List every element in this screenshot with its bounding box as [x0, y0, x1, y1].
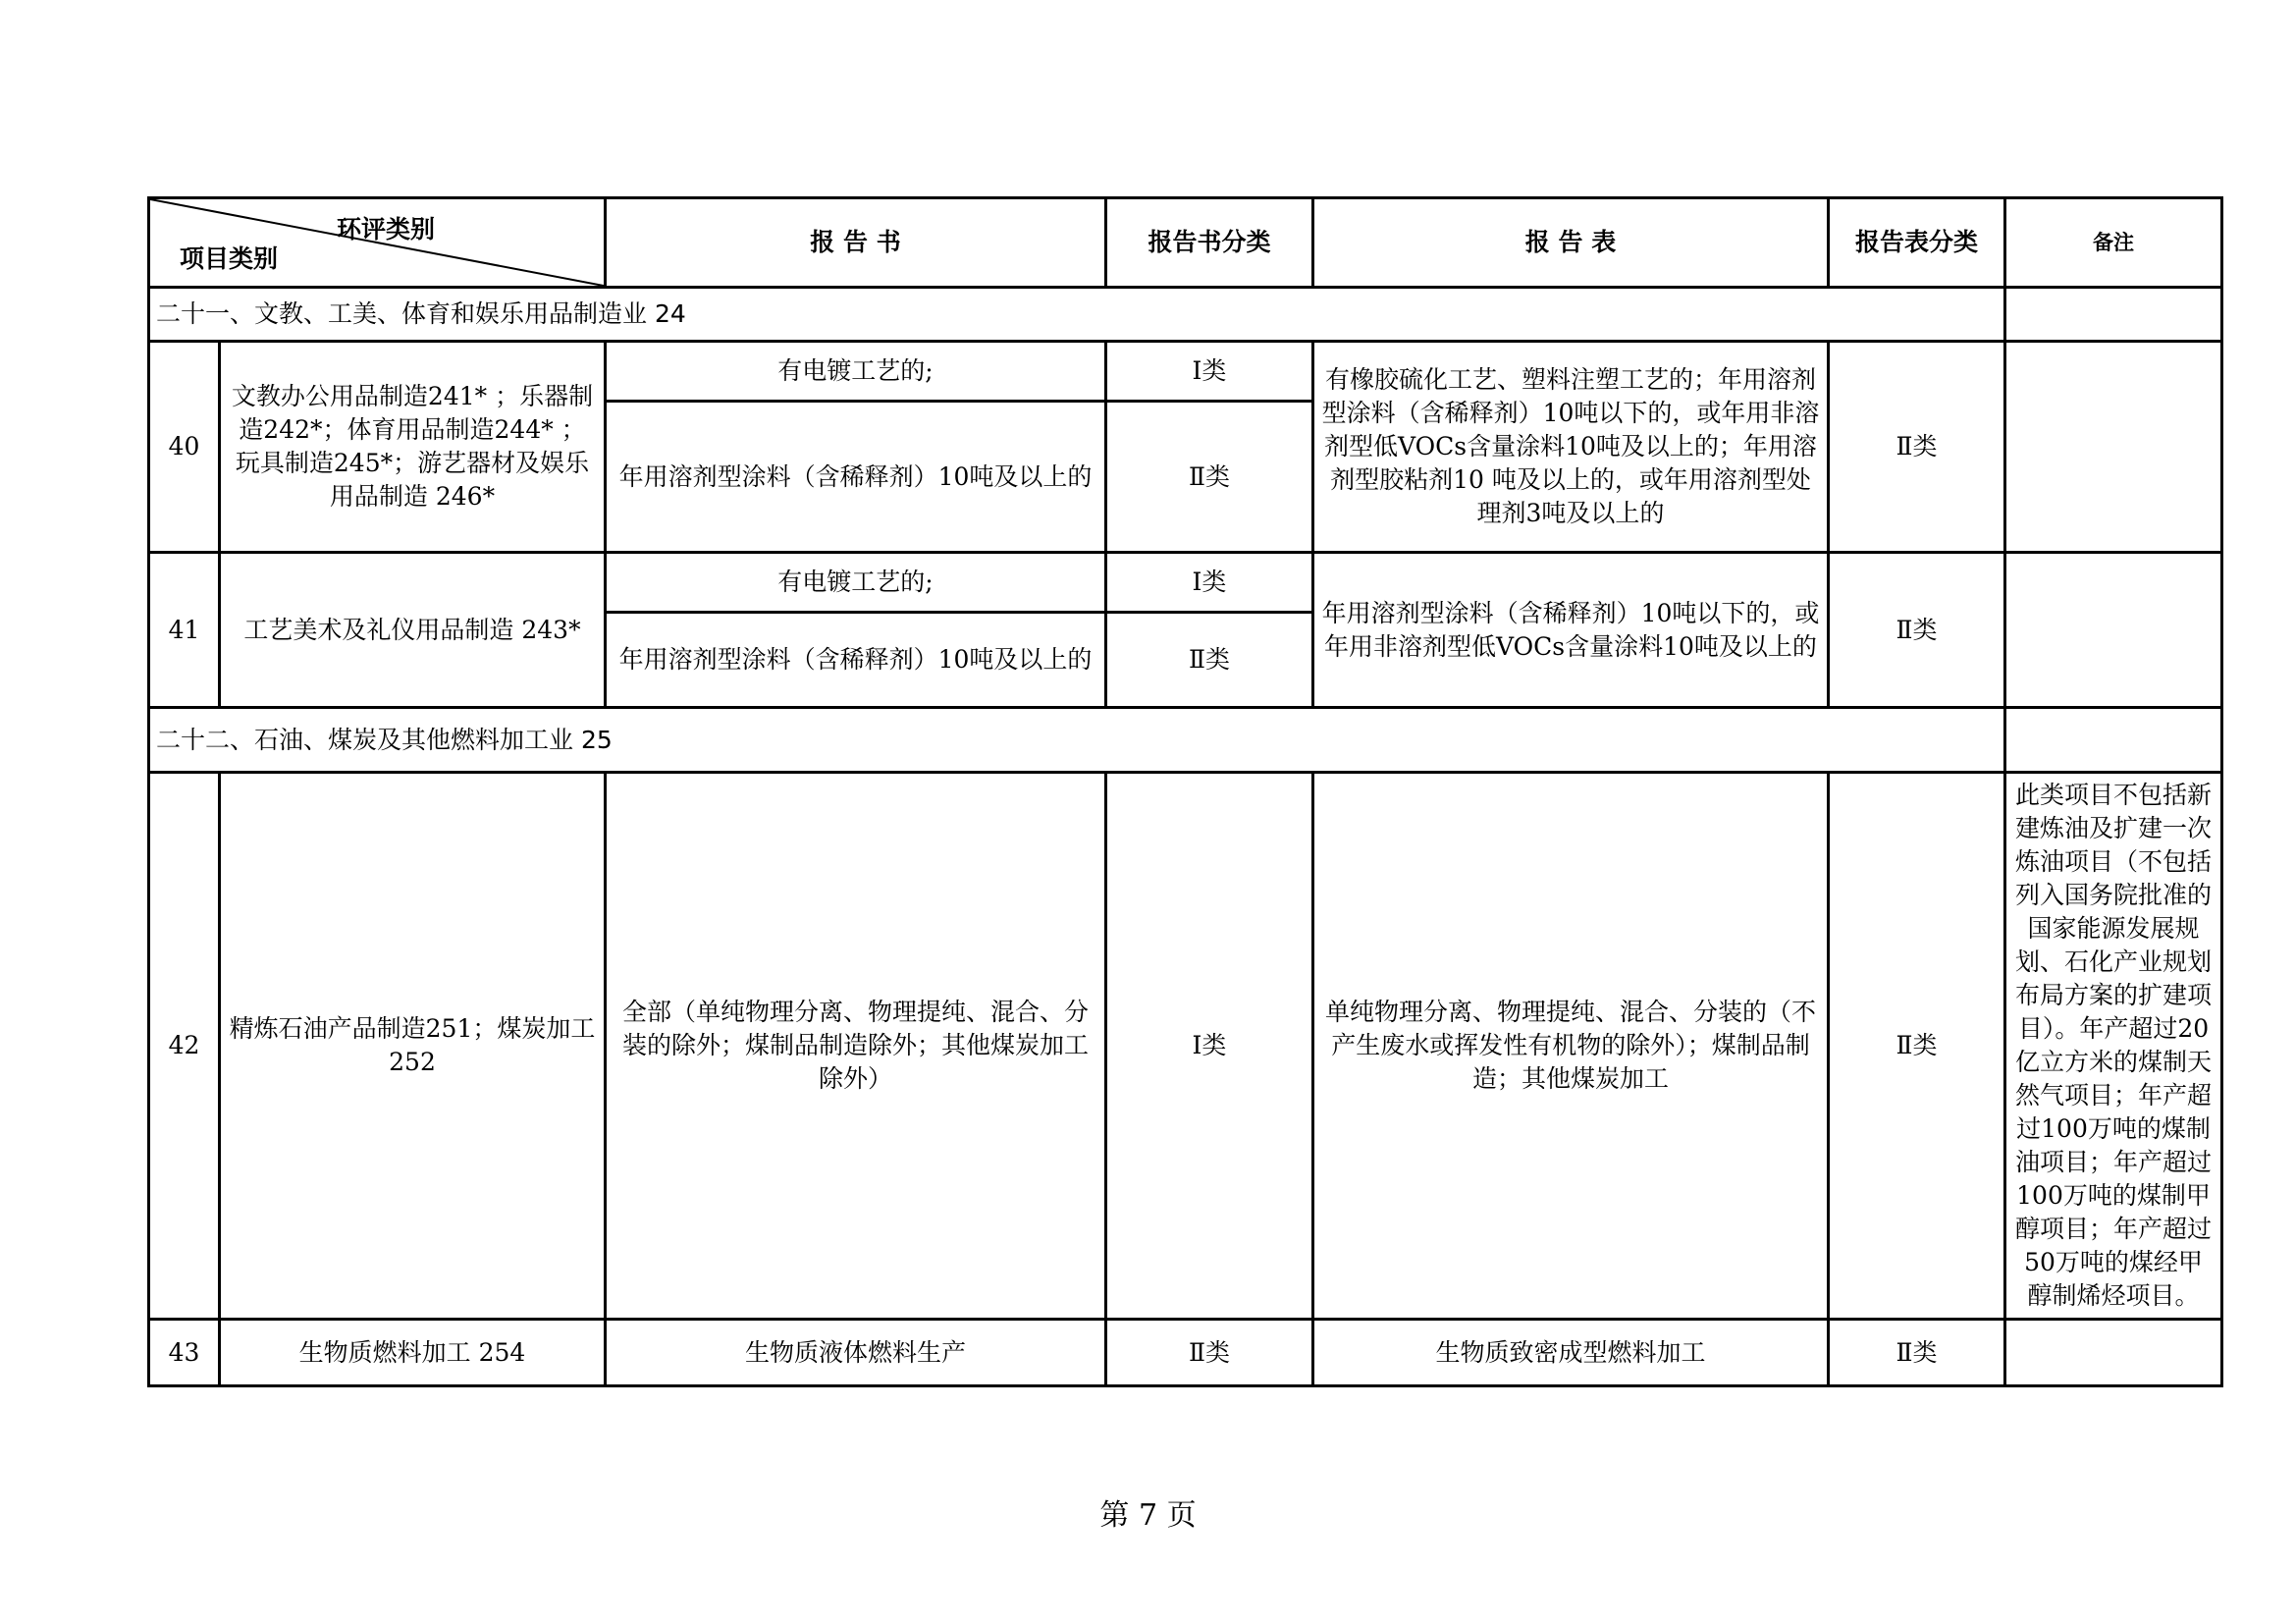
row-number: 41	[149, 553, 220, 708]
diagonal-top-label: 环评类别	[337, 215, 436, 244]
page-number: 第 7 页	[1099, 1498, 1197, 1533]
project-name: 生物质燃料加工 254	[220, 1320, 606, 1386]
diagonal-header-cell	[149, 198, 606, 288]
table-row	[149, 342, 2222, 402]
section-title: 二十二、石油、煤炭及其他燃料加工业 25	[149, 708, 2005, 773]
report-book-condition: 全部（单纯物理分离、物理提纯、混合、分装的除外；煤制品制造除外；其他煤炭加工除外）	[606, 773, 1106, 1320]
remark-cell	[2005, 342, 2222, 553]
report-book-class: Ⅰ类	[1106, 342, 1313, 402]
diagonal-bottom-label: 项目类别	[180, 244, 279, 273]
table-row	[149, 1320, 2222, 1386]
report-book-class: Ⅱ类	[1106, 1320, 1313, 1386]
row-number: 42	[149, 773, 220, 1320]
header-report-book: 报 告 书	[606, 198, 1106, 288]
remark-cell	[2005, 553, 2222, 708]
remark-cell	[2005, 1320, 2222, 1386]
report-form-condition: 生物质致密成型燃料加工	[1313, 1320, 1829, 1386]
section-row	[149, 708, 2222, 773]
table-header-row	[149, 198, 2222, 288]
section-title: 二十一、文教、工美、体育和娱乐用品制造业 24	[149, 288, 2005, 342]
report-form-condition: 有橡胶硫化工艺、塑料注塑工艺的；年用溶剂型涂料（含稀释剂）10吨以下的，或年用非溶剂型低VOCs含量涂料10吨及以上的；年用溶剂型胶粘剂10 吨及以上的，或年用溶剂型处理剂3吨及以上的	[1313, 342, 1829, 553]
report-form-condition: 单纯物理分离、物理提纯、混合、分装的（不产生废水或挥发性有机物的除外）；煤制品制造；其他煤炭加工	[1313, 773, 1829, 1320]
report-form-class: Ⅱ类	[1829, 773, 2005, 1320]
classification-table-container	[147, 196, 2220, 1387]
header-report-form: 报 告 表	[1313, 198, 1829, 288]
section-row	[149, 288, 2222, 342]
report-form-class: Ⅱ类	[1829, 553, 2005, 708]
table-row	[149, 553, 2222, 613]
row-number: 43	[149, 1320, 220, 1386]
table-row	[149, 773, 2222, 1320]
project-name: 文教办公用品制造241* ；乐器制造242*；体育用品制造244* ；玩具制造245*；游艺器材及娱乐用品制造 246*	[220, 342, 606, 553]
report-book-condition: 有电镀工艺的;	[606, 342, 1106, 402]
project-name: 工艺美术及礼仪用品制造 243*	[220, 553, 606, 708]
header-report-book-class: 报告书分类	[1106, 198, 1313, 288]
classification-table	[147, 196, 2223, 1387]
row-number: 40	[149, 342, 220, 553]
report-book-condition: 有电镀工艺的;	[606, 553, 1106, 613]
section-remark-cell	[2005, 288, 2222, 342]
project-name: 精炼石油产品制造251；煤炭加工 252	[220, 773, 606, 1320]
report-book-class: Ⅱ类	[1106, 613, 1313, 708]
report-form-class: Ⅱ类	[1829, 342, 2005, 553]
report-book-condition: 年用溶剂型涂料（含稀释剂）10吨及以上的	[606, 402, 1106, 553]
header-remark: 备注	[2005, 198, 2222, 288]
report-book-condition: 年用溶剂型涂料（含稀释剂）10吨及以上的	[606, 613, 1106, 708]
report-book-class: Ⅰ类	[1106, 773, 1313, 1320]
report-book-class: Ⅰ类	[1106, 553, 1313, 613]
report-book-condition: 生物质液体燃料生产	[606, 1320, 1106, 1386]
report-form-condition: 年用溶剂型涂料（含稀释剂）10吨以下的，或年用非溶剂型低VOCs含量涂料10吨及以上的	[1313, 553, 1829, 708]
remark-cell: 此类项目不包括新建炼油及扩建一次炼油项目（不包括列入国务院批准的国家能源发展规划、石化产业规划布局方案的扩建项目）。年产超过20亿立方米的煤制天然气项目；年产超过100万吨的煤制油项目；年产超过100万吨的煤制甲醇项目；年产超过50万吨的煤经甲醇制烯烃项目。	[2005, 773, 2222, 1320]
header-report-form-class: 报告表分类	[1829, 198, 2005, 288]
report-form-class: Ⅱ类	[1829, 1320, 2005, 1386]
section-remark-cell	[2005, 708, 2222, 773]
report-book-class: Ⅱ类	[1106, 402, 1313, 553]
